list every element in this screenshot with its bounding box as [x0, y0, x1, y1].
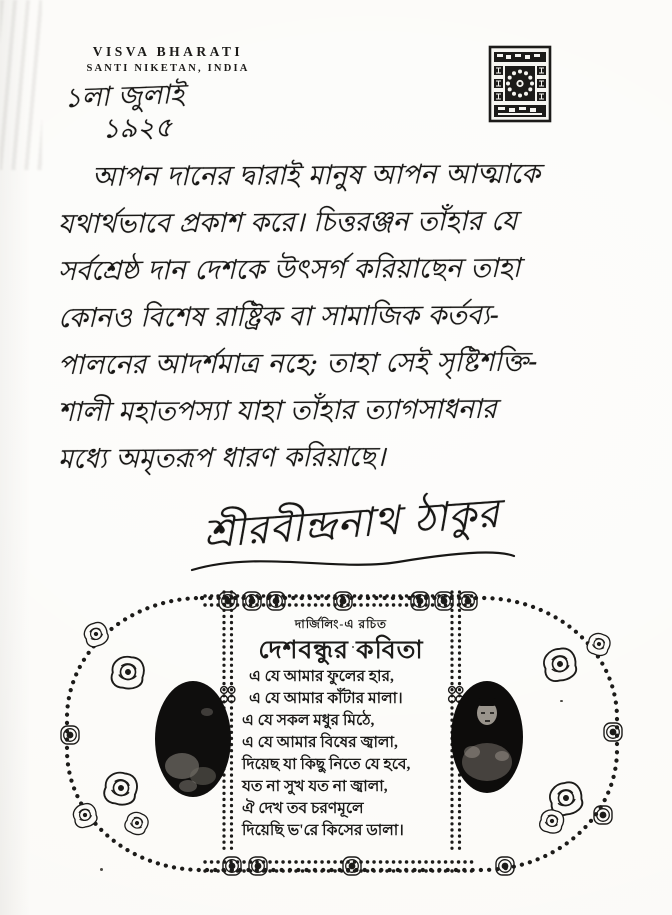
handwritten-date-year: ১৯২৫ [101, 112, 173, 145]
handwritten-letter-body [58, 152, 620, 481]
letterhead-org-name: VISVA BHARATI [92, 44, 244, 59]
tagore-signature: শ্রীরবীন্দ্রনাথ ঠাকুর [202, 490, 502, 558]
handwritten-line: কোনও বিশেষ রাষ্ট্রিক বা সামাজিক কর্তব্য- [57, 299, 499, 334]
handwritten-line: মধ্যে অমৃতরূপ ধারণ করিয়াছে। [57, 441, 386, 475]
poem-line: এ যে আমার ফুলের হার, [249, 668, 394, 685]
handwritten-date-day: ১লা জুলাই [63, 78, 185, 115]
memorial-ornament-block [0, 580, 672, 915]
signature-flourish-icon [188, 548, 518, 574]
poem-line: এ যে আমার কাঁটার মালা। [249, 690, 403, 707]
poem-line: দিয়েছ যা কিছু নিতে যে হবে, [242, 756, 411, 773]
handwritten-line: সর্বশ্রেষ্ঠ দান দেশকে উৎসর্গ করিয়াছেন তাহা [57, 252, 521, 287]
poem-line: যত না সুখ যত না জ্বালা, [242, 778, 388, 795]
handwritten-line: শালী মহাতপস্যা যাহা তাঁহার ত্যাগসাধনার [57, 393, 497, 428]
visva-bharati-seal-icon [487, 44, 553, 124]
scan-edge-artifact [0, 0, 42, 170]
letterhead-org-address: SANTI NIKETAN, INDIA [86, 63, 250, 74]
poem-text [242, 666, 452, 842]
handwritten-line: আপন দানের দ্বারাই মানুষ আপন আত্মাকে [91, 158, 541, 193]
letterhead [56, 44, 280, 74]
poem-caption: দার্জিলিং-এ রচিত [294, 617, 388, 631]
handwritten-line: যথার্থভাবে প্রকাশ করে। চিত্তরঞ্জন তাঁহার যে [57, 205, 518, 240]
poem-line: ঐ দেখ তব চরণমূলে [242, 800, 364, 817]
poem-line: দিয়েছি ভ'রে কিসের ডালা। [242, 822, 404, 839]
poem-title: দেশবন্ধুর কবিতা [258, 637, 424, 664]
poem-line: এ যে আমার বিষের জ্বালা, [242, 734, 398, 751]
portrait-photo-left [155, 681, 231, 797]
portrait-photo-right [451, 681, 523, 793]
poem-line: এ যে সকল মধুর মিঠে, [242, 712, 375, 729]
handwritten-line: পালনের আদর্শমাত্র নহে; তাহা সেই সৃষ্টিশক্তি- [57, 346, 538, 381]
